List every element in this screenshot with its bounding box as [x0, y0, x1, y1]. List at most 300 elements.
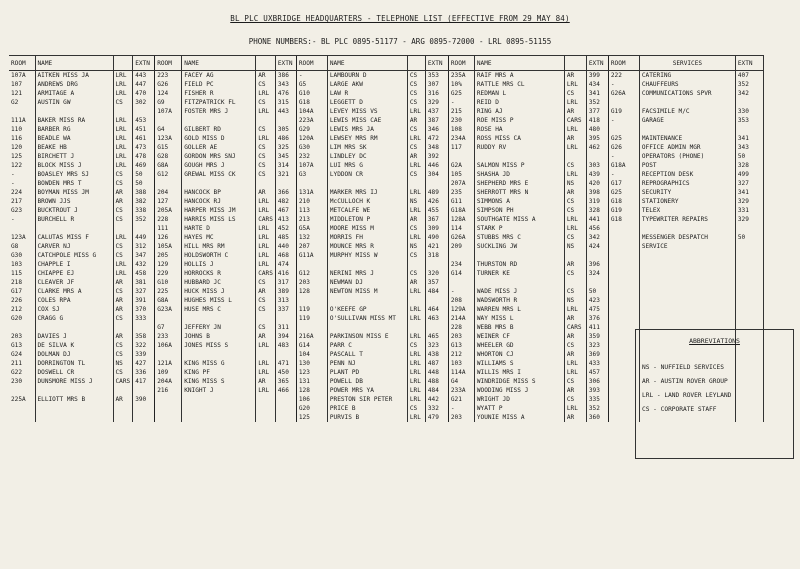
room-cell: 120A	[296, 134, 327, 143]
name-cell: LAW R	[327, 89, 407, 98]
name-cell: BOYMAN MISS JM	[35, 188, 113, 197]
service-cell	[639, 305, 735, 314]
room-cell: G4	[155, 125, 182, 134]
org-cell: LRL	[407, 359, 425, 368]
name-cell: CRAGG G	[35, 314, 113, 323]
name-header: NAME	[327, 56, 407, 71]
room-cell: G8	[11, 243, 19, 250]
room-cell	[155, 404, 182, 413]
name-cell: LAMBOURN D	[327, 71, 407, 81]
room-header: ROOM	[155, 56, 182, 71]
extn-cell: 474	[275, 260, 296, 269]
name-cell: WILLIAMS S	[474, 359, 564, 368]
extn-cell	[133, 323, 155, 332]
extn-cell: 309	[425, 224, 448, 233]
extn-cell	[133, 386, 155, 395]
org-cell: LRL	[256, 134, 276, 143]
table-row	[9, 179, 763, 188]
table-row	[9, 314, 763, 323]
service-cell	[639, 224, 735, 233]
room-cell: 229	[155, 269, 182, 278]
org-header	[113, 56, 133, 71]
extn-cell	[735, 224, 763, 233]
org-cell: CS	[407, 341, 425, 350]
name-cell: McCULLOCH K	[327, 197, 407, 206]
name-cell: HARRIS MISS LS	[182, 215, 256, 224]
org-cell	[113, 386, 133, 395]
name-cell: COX SJ	[35, 305, 113, 314]
name-cell: JONES MISS S	[182, 341, 256, 350]
org-cell: CS	[407, 71, 425, 81]
name-cell: LIM MRS SK	[327, 143, 407, 152]
name-cell	[35, 107, 113, 116]
room-cell: G7	[155, 323, 182, 332]
name-cell: RING AJ	[474, 107, 564, 116]
extn-cell: 480	[586, 125, 608, 134]
room-cell	[9, 107, 35, 116]
extn-cell: 470	[133, 89, 155, 98]
name-cell	[35, 404, 113, 413]
name-cell: HARTE D	[182, 224, 256, 233]
extn-cell: 338	[133, 206, 155, 215]
room-cell	[155, 395, 182, 404]
extn-cell: 330	[735, 107, 763, 116]
room-cell: 123A	[155, 134, 182, 143]
extn-cell: 322	[133, 341, 155, 350]
extn-cell: 353	[735, 116, 763, 125]
name-cell: LEGGETT D	[327, 98, 407, 107]
org-cell: AR	[113, 305, 133, 314]
org-cell: LRL	[407, 134, 425, 143]
name-cell: SHEPHERD MRS E	[474, 179, 564, 188]
name-cell	[182, 395, 256, 404]
org-cell: LRL	[256, 359, 276, 368]
org-cell: LRL	[256, 251, 276, 260]
room-cell: G18A	[608, 161, 639, 170]
service-cell	[639, 251, 735, 260]
room-header: ROOM	[448, 56, 474, 71]
extn-cell: 341	[586, 89, 608, 98]
service-cell: FACSIMILE M/C	[639, 107, 735, 116]
room-cell: G13	[448, 341, 474, 350]
room-cell: G30	[296, 143, 327, 152]
extn-cell: 424	[586, 242, 608, 251]
room-cell: G9	[155, 98, 182, 107]
room-cell: 127	[155, 197, 182, 206]
name-cell: MOORE MISS M	[327, 224, 407, 233]
org-cell: AR	[256, 377, 276, 386]
name-cell	[182, 179, 256, 188]
extn-cell: 302	[133, 98, 155, 107]
room-cell: G26	[608, 143, 639, 152]
table-row	[9, 251, 763, 260]
room-cell: 107A	[155, 107, 182, 116]
name-cell: KNIGHT J	[182, 386, 256, 395]
org-cell: CS	[256, 80, 276, 89]
room-cell: G19	[608, 107, 639, 116]
room-cell: -	[448, 98, 474, 107]
service-cell: CATERING	[639, 71, 735, 81]
name-cell: GORDON MRS SNJ	[182, 152, 256, 161]
extn-cell: 346	[425, 125, 448, 134]
room-header: ROOM	[9, 56, 35, 71]
name-cell: BLOCK MISS J	[35, 161, 113, 170]
extn-cell: 352	[586, 404, 608, 413]
extn-cell: 484	[425, 287, 448, 296]
name-cell: FITZPATRICK FL	[182, 98, 256, 107]
extn-cell: 488	[425, 377, 448, 386]
extn-cell: 337	[275, 305, 296, 314]
name-cell: MIDDLETON P	[327, 215, 407, 224]
name-cell: DUNSMORE MISS J	[35, 377, 113, 386]
org-cell: LRL	[407, 161, 425, 170]
extn-cell: 421	[425, 242, 448, 251]
extn-cell: 391	[133, 296, 155, 305]
service-cell: CHAUFFEURS	[639, 80, 735, 89]
room-cell: 212	[11, 306, 23, 313]
extn-cell: 311	[275, 323, 296, 332]
org-cell: AR	[256, 71, 276, 81]
extn-cell: 443	[275, 107, 296, 116]
room-cell: -	[608, 116, 639, 125]
room-cell: 222	[608, 71, 639, 81]
name-cell: CHIAPPE EJ	[35, 269, 113, 278]
org-cell: CS	[564, 197, 586, 206]
extn-cell: 328	[586, 206, 608, 215]
extn-cell: 366	[275, 188, 296, 197]
org-cell: CS	[407, 269, 425, 278]
room-cell	[448, 251, 474, 260]
room-cell: 207	[296, 242, 327, 251]
room-cell	[448, 278, 474, 287]
org-cell: LRL	[113, 233, 133, 242]
room-cell: -	[448, 287, 474, 296]
room-cell: G8A	[155, 296, 182, 305]
room-cell: 114	[448, 224, 474, 233]
name-cell: HUCK MISS J	[182, 287, 256, 296]
room-cell: G20	[11, 315, 23, 322]
name-cell: PRICE B	[327, 404, 407, 413]
name-cell: WHORTON CJ	[474, 350, 564, 359]
room-cell: G5	[296, 80, 327, 89]
name-cell: STARK P	[474, 224, 564, 233]
extn-cell	[586, 251, 608, 260]
org-cell	[256, 404, 276, 413]
name-cell: BEADLE WA	[35, 134, 113, 143]
org-cell: LRL	[564, 125, 586, 134]
org-cell: AR	[256, 332, 276, 341]
room-cell: 216A	[296, 332, 327, 341]
room-cell: 204	[155, 188, 182, 197]
service-cell: TELEX	[639, 206, 735, 215]
extn-cell: 490	[425, 233, 448, 242]
name-cell: FIELD PC	[182, 80, 256, 89]
extn-cell: 343	[275, 80, 296, 89]
room-cell	[608, 224, 639, 233]
org-cell: NS	[407, 197, 425, 206]
extn-cell	[133, 404, 155, 413]
name-cell: KING MISS G	[182, 359, 256, 368]
org-cell: CS	[564, 233, 586, 242]
extn-cell: 476	[275, 89, 296, 98]
room-cell: G2A	[448, 161, 474, 170]
room-cell: G21	[448, 395, 474, 404]
org-cell: LRL	[256, 89, 276, 98]
room-cell	[9, 413, 35, 422]
org-cell: AR	[564, 386, 586, 395]
extn-cell: 329	[735, 215, 763, 224]
extn-cell: 448	[425, 368, 448, 377]
name-cell: CATCHPOLE MISS G	[35, 251, 113, 260]
extn-cell: 465	[425, 332, 448, 341]
room-cell: 223A	[296, 116, 327, 125]
extn-header: EXTN	[735, 56, 763, 71]
room-cell: 10%	[448, 80, 474, 89]
org-cell: CS	[256, 98, 276, 107]
org-cell: LRL	[407, 233, 425, 242]
extn-cell: 475	[586, 305, 608, 314]
org-cell: CS	[113, 242, 133, 251]
extn-cell	[425, 323, 448, 332]
extn-cell: 319	[586, 197, 608, 206]
extn-cell	[275, 350, 296, 359]
name-cell: GOUGH MRS J	[182, 161, 256, 170]
extn-cell: 462	[586, 143, 608, 152]
extn-cell: 352	[133, 215, 155, 224]
extn-cell: 342	[586, 233, 608, 242]
name-cell	[35, 413, 113, 422]
org-cell: LRL	[256, 224, 276, 233]
name-cell	[35, 224, 113, 233]
room-cell: 216	[155, 386, 182, 395]
extn-cell: 325	[275, 143, 296, 152]
org-cell: CS	[564, 206, 586, 215]
extn-cell: 452	[275, 224, 296, 233]
org-cell: LRL	[564, 305, 586, 314]
name-cell: WEBB MRS B	[474, 323, 564, 332]
org-cell: LRL	[113, 89, 133, 98]
org-cell: CS	[407, 170, 425, 179]
extn-cell: 342	[735, 89, 763, 98]
extn-cell: 306	[586, 377, 608, 386]
room-cell: G8A	[155, 161, 182, 170]
extn-cell: 467	[275, 206, 296, 215]
service-cell	[639, 287, 735, 296]
name-cell: AITKEN MISS JA	[35, 71, 113, 81]
room-cell: 234	[448, 260, 474, 269]
services-header: SERVICES	[639, 56, 735, 71]
name-cell: FOSTER MRS J	[182, 107, 256, 116]
room-cell: -	[11, 216, 15, 223]
org-cell: LRL	[113, 161, 133, 170]
name-cell: RAIF MRS A	[474, 71, 564, 81]
org-header	[564, 56, 586, 71]
room-cell: 105A	[155, 242, 182, 251]
extn-cell: 331	[735, 206, 763, 215]
extn-cell: 329	[425, 98, 448, 107]
room-cell: G25	[608, 188, 639, 197]
table-row	[9, 215, 763, 224]
name-cell: SIMMONS A	[474, 197, 564, 206]
room-cell: 109	[155, 368, 182, 377]
name-cell: BARBER RG	[35, 125, 113, 134]
name-cell: SOUTHGATE MISS A	[474, 215, 564, 224]
extn-cell: 324	[586, 269, 608, 278]
name-cell: BEAKE HB	[35, 143, 113, 152]
service-cell: TYPEWRITER REPAIRS	[639, 215, 735, 224]
org-cell: LRL	[407, 188, 425, 197]
extn-cell: 386	[275, 71, 296, 81]
room-cell: 124	[155, 89, 182, 98]
org-cell: CS	[113, 251, 133, 260]
room-cell: 121	[11, 90, 23, 97]
room-cell: 214A	[448, 314, 474, 323]
room-cell	[9, 386, 35, 395]
table-row	[9, 305, 763, 314]
extn-cell: 487	[425, 359, 448, 368]
name-cell: HOLLIS J	[182, 260, 256, 269]
room-cell	[608, 269, 639, 278]
table-row	[9, 170, 763, 179]
org-cell: LRL	[564, 215, 586, 224]
room-cell	[608, 98, 639, 107]
table-row	[9, 206, 763, 215]
name-cell: PASCALL T	[327, 350, 407, 359]
extn-cell: 423	[586, 296, 608, 305]
org-cell: LRL	[256, 260, 276, 269]
name-cell: WOODING MISS J	[474, 386, 564, 395]
room-cell: 103	[11, 261, 23, 268]
name-cell: SALMON MISS P	[474, 161, 564, 170]
room-cell	[608, 125, 639, 134]
name-cell: THURSTON RD	[474, 260, 564, 269]
extn-cell: 427	[133, 359, 155, 368]
name-cell: GILBERT RD	[182, 125, 256, 134]
table-row	[9, 224, 763, 233]
extn-cell: 482	[275, 197, 296, 206]
name-cell: BAKER MISS RA	[35, 116, 113, 125]
extn-header: EXTN	[425, 56, 448, 71]
extn-cell: 439	[586, 170, 608, 179]
org-cell: CS	[407, 143, 425, 152]
extn-cell: 303	[586, 161, 608, 170]
extn-cell: 450	[275, 368, 296, 377]
org-cell: LRL	[113, 260, 133, 269]
extn-cell: 336	[133, 368, 155, 377]
extn-cell	[586, 152, 608, 161]
service-cell	[639, 260, 735, 269]
extn-cell: 456	[586, 224, 608, 233]
room-cell: 235A	[448, 71, 474, 81]
name-cell: HUGHES MISS L	[182, 296, 256, 305]
org-cell: LRL	[407, 377, 425, 386]
room-cell: G23	[11, 207, 23, 214]
room-cell: 104A	[296, 107, 327, 116]
service-cell	[639, 314, 735, 323]
org-cell: CS	[407, 80, 425, 89]
extn-cell: 417	[133, 377, 155, 386]
table-row	[9, 152, 763, 161]
org-cell: AR	[256, 188, 276, 197]
extn-cell	[133, 413, 155, 422]
org-cell: LRL	[564, 80, 586, 89]
extn-cell: 333	[133, 314, 155, 323]
extn-cell: 318	[425, 251, 448, 260]
extn-cell: 420	[586, 179, 608, 188]
org-cell: CS	[256, 296, 276, 305]
room-cell: G22	[11, 369, 23, 376]
name-cell: SHASHA JD	[474, 170, 564, 179]
org-cell: LRL	[407, 314, 425, 323]
room-cell: -	[296, 71, 327, 81]
name-cell: NEWMAN DJ	[327, 278, 407, 287]
service-cell: MAINTENANCE	[639, 134, 735, 143]
room-cell: 233	[155, 332, 182, 341]
room-cell: 120	[11, 144, 23, 151]
name-cell: PURVIS B	[327, 413, 407, 422]
name-cell: YOUNIE MISS A	[474, 413, 564, 422]
room-cell: 212	[448, 350, 474, 359]
org-cell: CS	[564, 269, 586, 278]
name-cell: RUDDY RV	[474, 143, 564, 152]
extn-cell: 446	[425, 161, 448, 170]
org-cell: LRL	[256, 206, 276, 215]
org-cell: CS	[113, 341, 133, 350]
extn-cell: 307	[425, 80, 448, 89]
extn-cell: 390	[133, 395, 155, 404]
name-cell: CLARKE MRS A	[35, 287, 113, 296]
room-header: ROOM	[608, 56, 639, 71]
name-cell: ROSS MISS CA	[474, 134, 564, 143]
extn-cell	[735, 305, 763, 314]
name-cell: COLES RPA	[35, 296, 113, 305]
org-cell: CS	[564, 341, 586, 350]
extn-cell: 418	[586, 116, 608, 125]
extn-cell: 352	[586, 98, 608, 107]
room-cell: 116	[11, 135, 23, 142]
name-cell: PRESTON SIR PETER	[327, 395, 407, 404]
org-cell: LRL	[256, 107, 276, 116]
extn-cell: 357	[425, 278, 448, 287]
org-cell	[407, 296, 425, 305]
room-cell: 203	[296, 278, 327, 287]
table-row	[9, 260, 763, 269]
org-cell: LRL	[564, 359, 586, 368]
extn-cell: 433	[586, 359, 608, 368]
extn-cell	[735, 314, 763, 323]
room-cell: G25	[608, 134, 639, 143]
room-cell: 108	[448, 125, 474, 134]
abbreviations-title: ABBREVIATIONS	[689, 337, 740, 345]
room-cell: 132	[296, 233, 327, 242]
room-header: ROOM	[296, 56, 327, 71]
extn-cell: 461	[133, 134, 155, 143]
name-cell	[182, 413, 256, 422]
extn-cell	[275, 314, 296, 323]
room-cell	[296, 179, 327, 188]
org-cell	[256, 314, 276, 323]
name-cell: BURCHELL R	[35, 215, 113, 224]
name-cell	[182, 116, 256, 125]
name-cell	[35, 386, 113, 395]
room-cell	[608, 278, 639, 287]
room-cell: 125	[296, 413, 327, 422]
extn-cell	[735, 260, 763, 269]
room-cell: G19	[608, 206, 639, 215]
extn-cell: 50	[735, 152, 763, 161]
service-cell: MESSENGER DESPATCH	[639, 233, 735, 242]
extn-cell: 466	[275, 386, 296, 395]
